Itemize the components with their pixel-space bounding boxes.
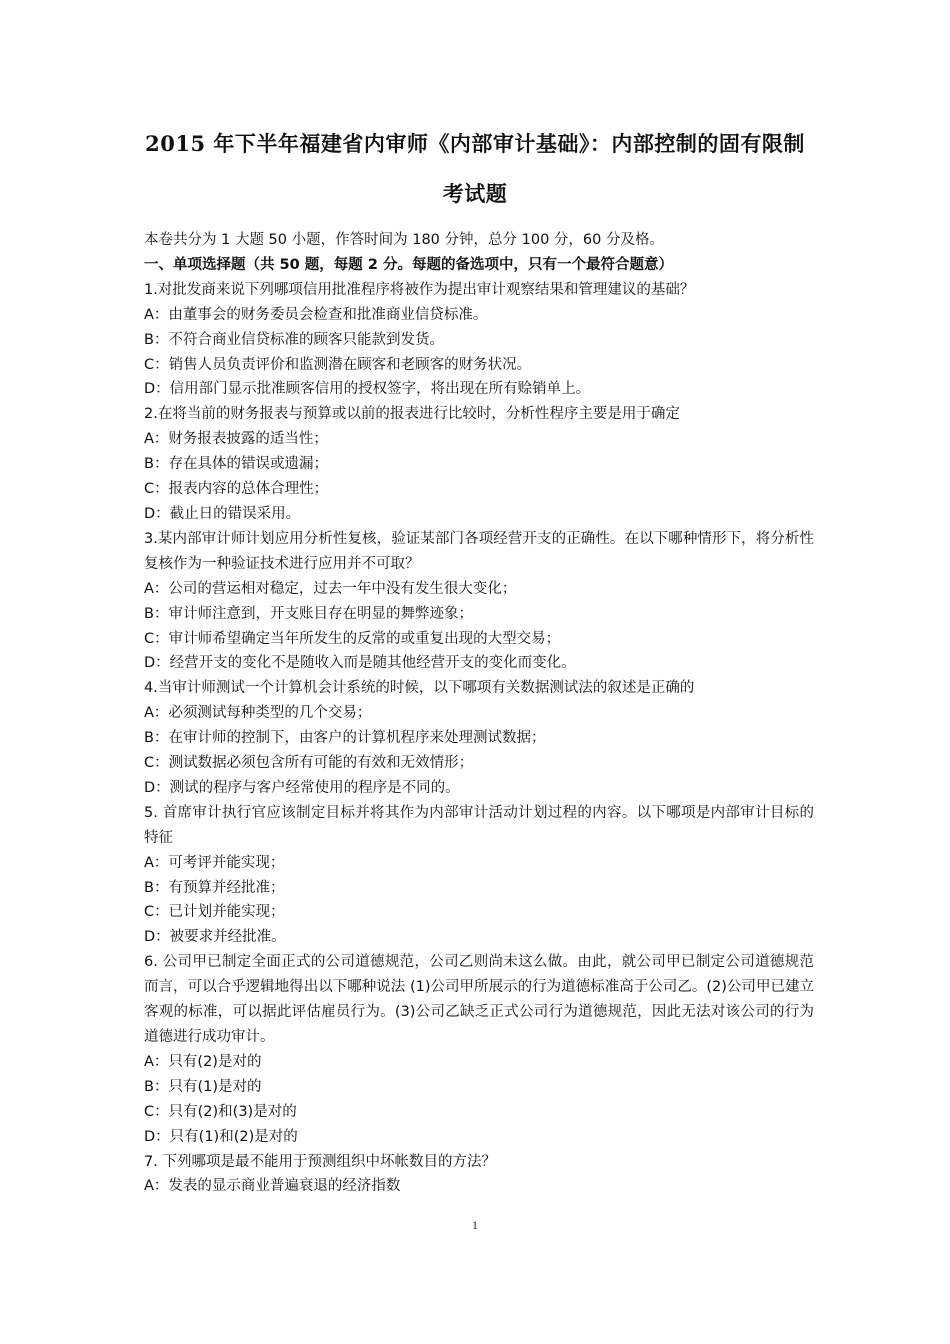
document-title-continued: 考试题 [442,181,508,206]
question-stem: 2.在将当前的财务报表与预算或以前的报表进行比较时，分析性程序主要是用于确定 [144,406,680,423]
question-option: A：财务报表披露的适当性； [144,431,328,448]
question-option: D：信用部门显示批准顾客信用的授权签字，将出现在所有赊销单上。 [144,381,591,398]
question-option: A：发表的显示商业普遍衰退的经济指数 [144,1178,401,1195]
question-option: A：公司的营运相对稳定，过去一年中没有发生很大变化； [144,580,517,597]
question-option: A：必须测试每种类型的几个交易； [144,705,372,722]
question-stem: 1.对批发商来说下列哪项信用批准程序将被作为提出审计观察结果和管理建议的基础？ [144,281,695,298]
question-stem: 4.当审计师测试一个计算机会计系统的时候，以下哪项有关数据测试法的叙述是正确的 [144,680,695,697]
document-title: 2015 年下半年福建省内审师《内部审计基础》：内部控制的固有限制 [145,131,805,156]
question-option: A：只有(2)是对的 [144,1053,262,1070]
question-option: C：测试数据必须包含所有可能的有效和无效情形； [144,755,474,772]
question-option: B：审计师注意到，开支账目存在明显的舞弊迹象； [144,605,473,622]
question-option: C：报表内容的总体合理性； [144,481,329,498]
question-option: D：被要求并经批准。 [144,929,286,946]
exam-intro: 本卷共分为 1 大题 50 小题，作答时间为 180 分钟，总分 100 分，60 分及格。 [144,232,664,248]
section-heading: 一、单项选择题（共 50 题，每题 2 分。每题的备选项中，只有一个最符合题意） [144,256,673,273]
question-option: D：截止日的错误采用。 [144,505,301,522]
question-stem: 5. 首席审计执行官应该制定目标并将其作为内部审计活动计划过程的内容。以下哪项是内部审计目标的特征 [144,804,814,846]
question-option: B：不符合商业信贷标准的顾客只能款到发货。 [144,331,444,348]
question-option: B：在审计师的控制下，由客户的计算机程序来处理测试数据； [144,730,546,747]
question-option: D：经营开支的变化不是随收入而是随其他经营开支的变化而变化。 [144,655,576,672]
question-option: B：存在具体的错误或遗漏； [144,456,328,473]
document-body [144,228,814,1199]
question-option: C：销售人员负责评价和监测潜在顾客和老顾客的财务状况。 [144,356,532,373]
page-number: 1 [472,1218,478,1232]
question-option: C：审计师希望确定当年所发生的反常的或重复出现的大型交易； [144,630,561,647]
question-stem: 7. 下列哪项是最不能用于预测组织中坏帐数目的方法？ [144,1153,496,1170]
question-option: D：测试的程序与客户经常使用的程序是不同的。 [144,779,460,796]
question-option: A：可考评并能实现； [144,854,285,871]
question-option: B：只有(1)是对的 [144,1078,262,1095]
question-option: C：已计划并能实现； [144,904,285,921]
question-option: B：有预算并经批准； [144,879,285,896]
question-option: D：只有(1)和(2)是对的 [144,1128,298,1145]
question-stem: 6. 公司甲已制定全面正式的公司道德规范，公司乙则尚未这么做。由此，就公司甲已制定公司道德规范而言，可以合乎逻辑地得出以下哪种说法 (1)公司甲所展示的行为道德标准高于公司乙。(2)公司甲已建立客观的标准，可以据此评估雇员行为。(3)公司乙缺乏正式公司行为道德规范，因此无法对该公司的行为道德进行成功审计。 [144,954,814,1045]
question-option: C：只有(2)和(3)是对的 [144,1103,297,1120]
question-option: A：由董事会的财务委员会检查和批准商业信贷标准。 [144,306,488,323]
question-stem: 3.某内部审计师计划应用分析性复核，验证某部门各项经营开支的正确性。在以下哪种情形下，将分析性复核作为一种验证技术进行应用并不可取？ [144,530,814,572]
